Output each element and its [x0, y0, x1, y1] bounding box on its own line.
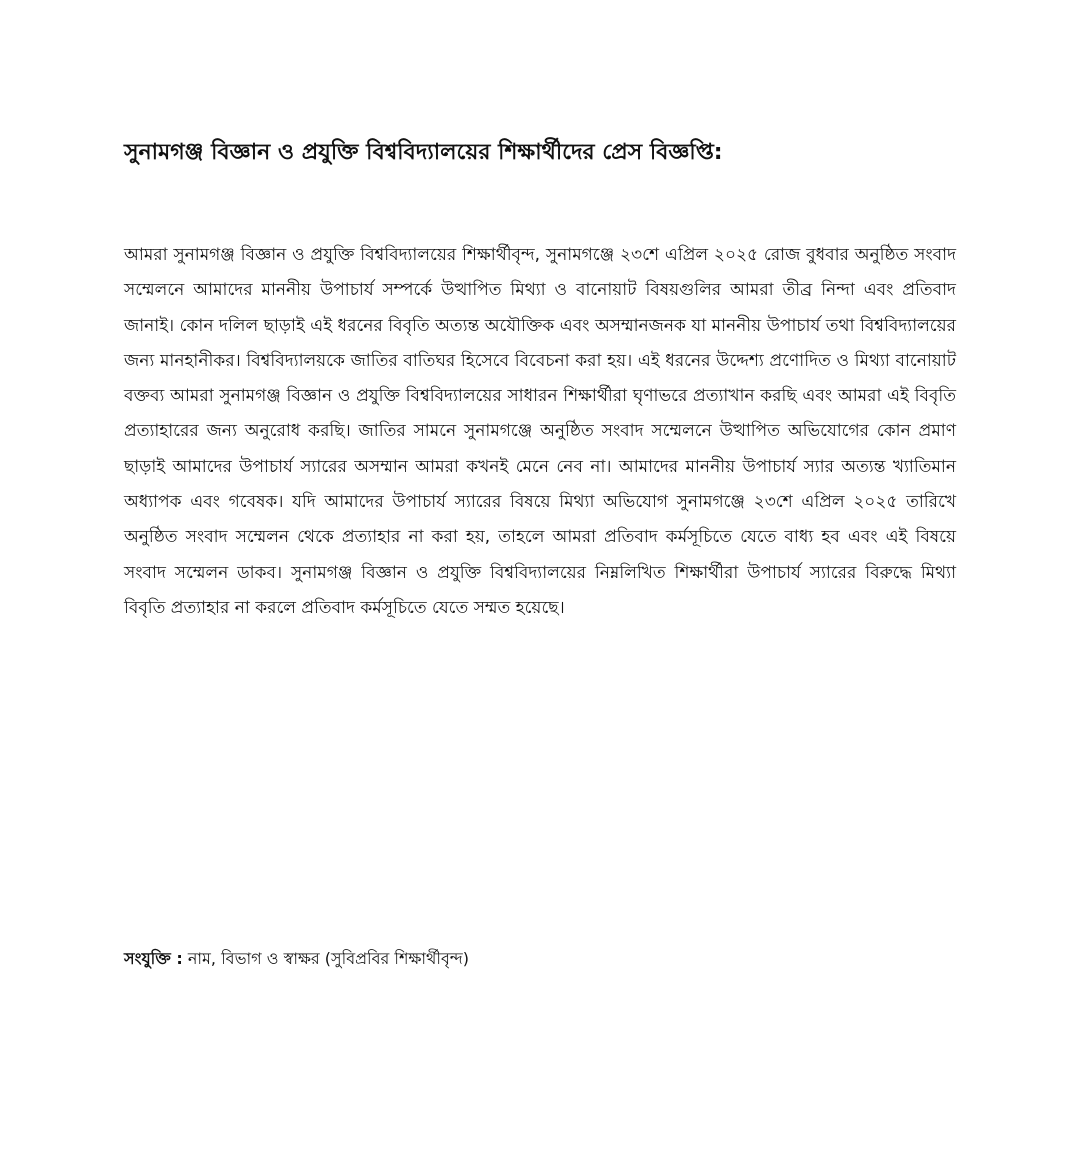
attachment-line	[124, 948, 844, 970]
attachment-label: সংযুক্তি :	[124, 949, 183, 968]
attachment-description: নাম, বিভাগ ও স্বাক্ষর (সুবিপ্রবির শিক্ষার্থীবৃন্দ)	[182, 949, 469, 968]
press-release-title: সুনামগঞ্জ বিজ্ঞান ও প্রযুক্তি বিশ্ববিদ্যালয়ের শিক্ষার্থীদের প্রেস বিজ্ঞপ্তি:	[124, 140, 723, 165]
press-release-body: আমরা সুনামগঞ্জ বিজ্ঞান ও প্রযুক্তি বিশ্ববিদ্যালয়ের শিক্ষার্থীবৃন্দ, সুনামগঞ্জে ২৩শে এপ্রিল ২০২৫ রোজ বুধবার অনুষ্ঠিত সংবাদ সম্মেলনে আমাদের মাননীয় উপাচার্য সম্পর্কে উত্থাপিত মিথ্যা ও বানোয়াট বিষয়গুলির আমরা তীব্র নিন্দা এবং প্রতিবাদ জানাই। কোন দলিল ছাড়াই এই ধরনের বিবৃতি অত্যন্ত অযৌক্তিক এবং অসম্মানজনক যা মাননীয় উপাচার্য তথা বিশ্ববিদ্যালয়ের জন্য মানহানীকর। বিশ্ববিদ্যালয়কে জাতির বাতিঘর হিসেবে বিবেচনা করা হয়। এই ধরনের উদ্দেশ্য প্রণোদিত ও মিথ্যা বানোয়াট বক্তব্য আমরা সুনামগঞ্জ বিজ্ঞান ও প্রযুক্তি বিশ্ববিদ্যালয়ের সাধারন শিক্ষার্থীরা ঘৃণাভরে প্রত্যাখান করছি এবং আমরা এই বিবৃতি প্রত্যাহারের জন্য অনুরোধ করছি। জাতির সামনে সুনামগঞ্জে অনুষ্ঠিত সংবাদ সম্মেলনে উত্থাপিত অভিযোগের কোন প্রমাণ ছাড়াই আমাদের উপাচার্য স্যারের অসম্মান আমরা কখনই মেনে নেব না। আমাদের মাননীয় উপাচার্য স্যার অত্যন্ত খ্যাতিমান অধ্যাপক এবং গবেষক। যদি আমাদের উপাচার্য স্যারের বিষয়ে মিথ্যা অভিযোগ সুনামগঞ্জে ২৩শে এপ্রিল ২০২৫ তারিখে অনুষ্ঠিত সংবাদ সম্মেলন থেকে প্রত্যাহার না করা হয়, তাহলে আমরা প্রতিবাদ কর্মসূচিতে যেতে বাধ্য হব এবং এই বিষয়ে সংবাদ সম্মেলন ডাকব। সুনামগঞ্জ বিজ্ঞান ও প্রযুক্তি বিশ্ববিদ্যালয়ের নিম্নলিখিত শিক্ষার্থীরা উপাচার্য স্যারের বিরুদ্ধে মিথ্যা বিবৃতি প্রত্যাহার না করলে প্রতিবাদ কর্মসূচিতে যেতে সম্মত হয়েছে।	[124, 245, 956, 618]
